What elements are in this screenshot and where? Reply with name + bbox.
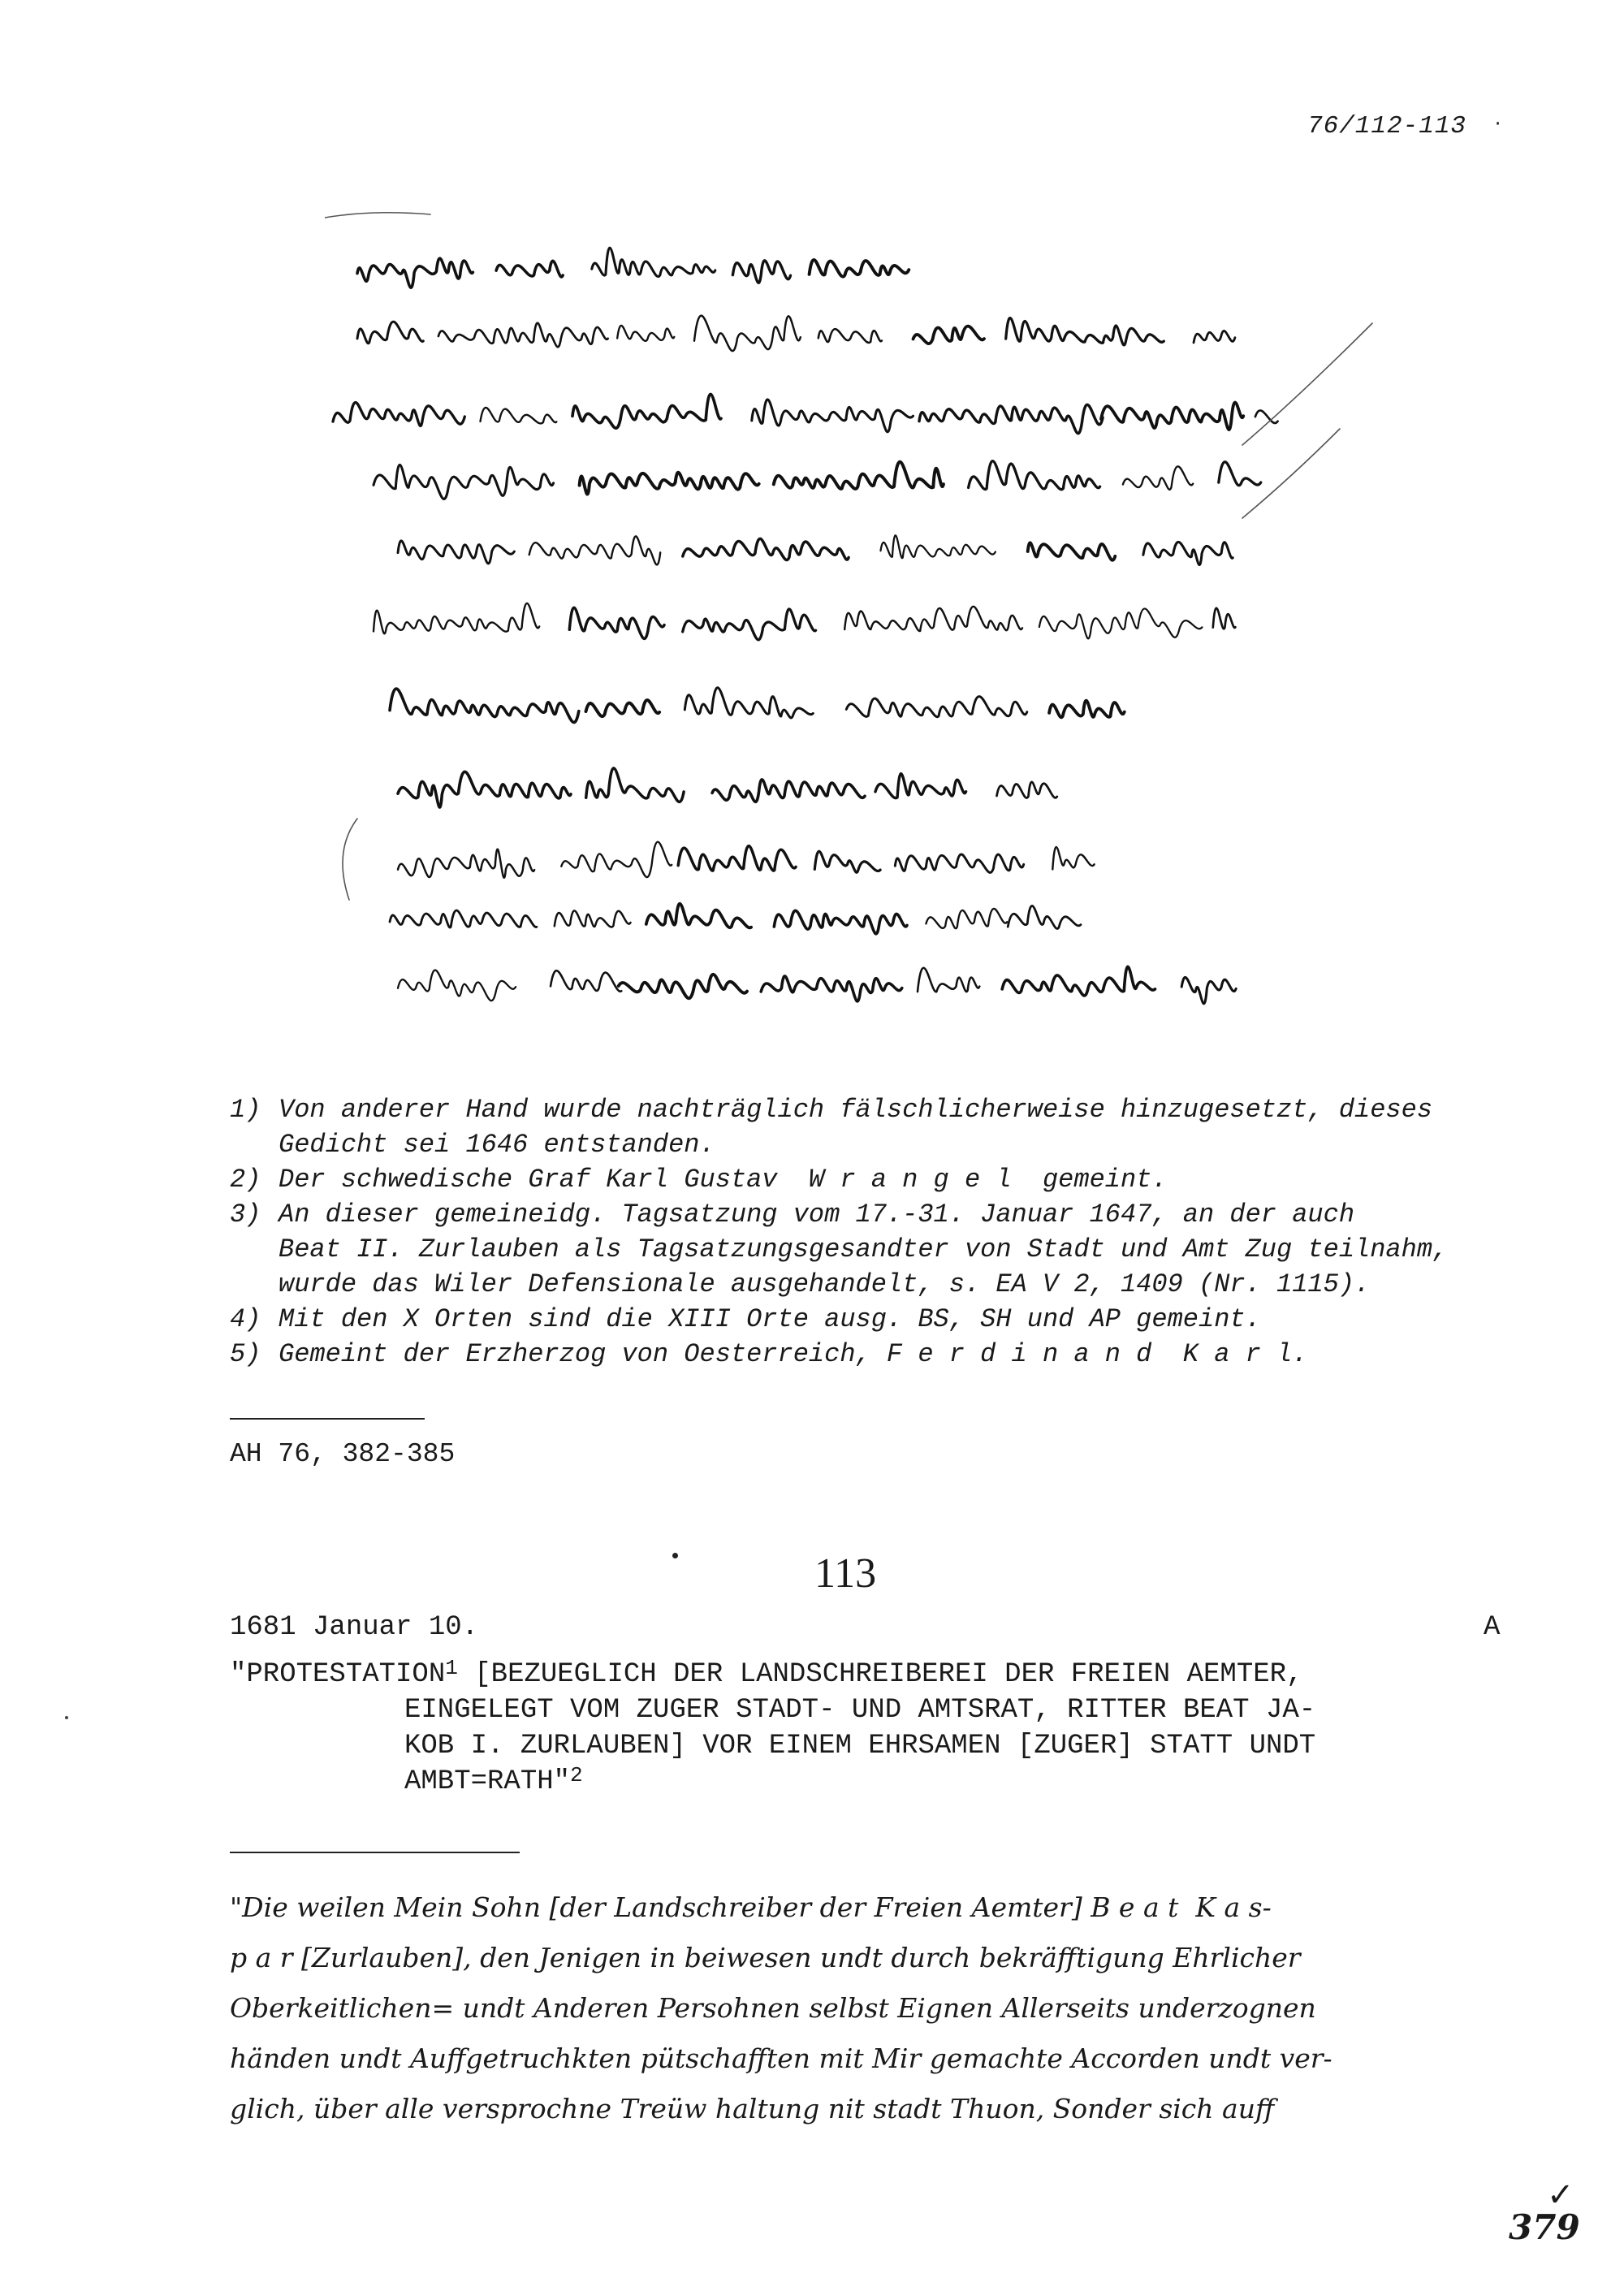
footnote-5 [230, 1337, 1497, 1372]
handwriting-line [374, 461, 1261, 499]
handwriting-word [1194, 331, 1235, 342]
footnote-3 [230, 1197, 1497, 1302]
handwriting-line [390, 688, 1125, 723]
handwriting-flourish [343, 819, 357, 900]
handwriting-word [914, 326, 985, 344]
handwriting-word [374, 603, 539, 633]
body-line: "Die weilen Mein Sohn [der Landschreiber der Freien Aemter] B e a t K a s- [230, 1891, 1272, 1923]
footnotes [230, 1092, 1497, 1372]
handwriting-word [919, 404, 1103, 433]
title-line-2: EINGELEGT VOM ZUGER STADT- UND AMTSRAT, RITTER BEAT JA- [404, 1695, 1316, 1726]
footnote-number: 1) [230, 1095, 261, 1125]
handwriting-word [481, 408, 557, 424]
handwriting-word [555, 910, 631, 927]
handwriting-line [357, 248, 909, 287]
handwriting-word [881, 535, 996, 558]
handwriting-word [374, 465, 554, 499]
speck-mark [672, 1553, 678, 1558]
divider-rule [230, 1418, 425, 1420]
title-line-4 [230, 1764, 1505, 1800]
handwriting-word [586, 768, 684, 802]
speck-mark [65, 1716, 68, 1719]
handwriting-word [685, 688, 813, 718]
footnote-text: An dieser gemeineidg. Tagsatzung vom 17.-31. Januar 1647, an der auch Beat II. Zurlauben als Tagsatzungsgesandter von Stadt und Amt Zug teilnahm, wurde das Wiler Defensionale ausgehandelt, s. EA V 2, 1409 (Nr. 1115). [279, 1200, 1449, 1299]
speck-mark: · [1492, 114, 1504, 134]
handwriting-word [1008, 906, 1081, 928]
handwriting-word [752, 400, 914, 432]
handwriting-word [551, 970, 621, 992]
handwriting-line [398, 842, 1095, 878]
handwriting-word [895, 854, 1023, 872]
handwriting-word [918, 968, 979, 992]
footnote-text: Der schwedische Graf Karl Gustav W r a n g e l gemeint. [279, 1165, 1168, 1195]
footnote-number: 3) [230, 1200, 261, 1230]
handwriting-word [732, 261, 790, 283]
title-line-4-text: AMBT=RATH" [404, 1766, 571, 1797]
document-number: 113 [814, 1550, 877, 1597]
handwriting-line [398, 768, 1057, 807]
handwriting-word [333, 403, 464, 426]
handwriting-word [390, 689, 579, 722]
footnote-ref-2: 2 [570, 1763, 583, 1787]
document-date: 1681 Januar 10. [230, 1612, 479, 1643]
title-line-1-rest: [BEZUEGLICH DER LANDSCHREIBEREI DER FREIEN AEMTER, [457, 1659, 1303, 1690]
handwriting-word [390, 910, 537, 927]
handwriting-word [586, 700, 660, 716]
handwriting-line [390, 904, 1081, 934]
handwriting-line [398, 535, 1233, 564]
body-line: glich, über alle versprochne Treüw haltung nit stadt Thuon, Sonder sich auff [230, 2093, 1275, 2125]
handwriting-word [398, 772, 571, 807]
handwriting-word [398, 970, 516, 1001]
body-line: Oberkeitlichen= undt Anderen Persohnen selbst Eignen Allerseits underzognen [230, 1992, 1316, 2024]
handwriting-word [844, 607, 1022, 631]
handwriting-word [569, 607, 664, 638]
handwriting-word [683, 538, 849, 560]
handwriting-word [1052, 847, 1094, 869]
handwriting-word [1049, 701, 1125, 718]
checkmark-icon: ✓ [1547, 2176, 1574, 2214]
handwriting-line [357, 316, 1235, 352]
handwriting-word [1002, 966, 1155, 996]
source-citation: AH 76, 382-385 [230, 1439, 456, 1469]
title-line-1 [230, 1657, 1505, 1692]
handwriting-word [926, 909, 1007, 928]
footnote-text: Mit den X Orten sind die XIII Orte ausg. BS, SH und AP gemeint. [279, 1304, 1261, 1334]
footnote-4 [230, 1302, 1497, 1337]
body-line: händen undt Auffgetruchkten pütschafften mit Mir gemachte Accorden undt ver- [230, 2042, 1332, 2074]
footnote-number: 5) [230, 1339, 261, 1369]
handwriting-word [572, 394, 721, 428]
handwriting-strokes [325, 185, 1405, 1070]
handwriting-flourish [1242, 429, 1340, 518]
footnote-2 [230, 1162, 1497, 1197]
document-title [230, 1657, 1505, 1800]
handwriting-word [694, 316, 801, 352]
handwriting-word [1219, 462, 1261, 486]
footnote-ref-1: 1 [445, 1656, 458, 1680]
title-lead: "PROTESTATION [230, 1659, 446, 1690]
footnote-number: 4) [230, 1304, 261, 1334]
handwriting-word [810, 260, 909, 277]
handwriting-line [374, 603, 1235, 640]
handwriting-word [496, 261, 563, 277]
handwriting-word [619, 975, 747, 998]
footnote-number: 2) [230, 1165, 261, 1195]
handwriting-word [438, 323, 608, 348]
handwriting-word [580, 473, 759, 495]
handwriting-word [997, 782, 1057, 798]
handwriting-word [1039, 608, 1203, 638]
page-reference: 76/112-113 [1307, 112, 1467, 140]
footnote-1 [230, 1092, 1497, 1162]
handwriting-word [1028, 542, 1116, 560]
handwriting-word [678, 846, 796, 871]
handwriting-word [398, 541, 514, 564]
handwriting-word [617, 326, 674, 341]
divider-rule [230, 1852, 520, 1853]
handwriting-word [761, 976, 902, 1001]
handwriting-word [774, 462, 944, 489]
handwriting-word [646, 904, 751, 928]
handwriting-word [398, 849, 534, 878]
handwritten-manuscript-facsimile [325, 185, 1405, 1070]
handwriting-line [333, 394, 1278, 433]
handwriting-word [1006, 318, 1164, 345]
body-line: p a r [Zurlauben], den Jenigen in beiwesen undt durch bekräfftigung Ehrlicher [230, 1942, 1301, 1973]
handwriting-word [592, 248, 715, 276]
document-type-letter: A [1484, 1612, 1501, 1643]
handwriting-word [814, 851, 880, 872]
handwriting-line [398, 966, 1236, 1004]
handwriting-word [875, 774, 966, 798]
footnote-text: Gemeint der Erzherzog von Oesterreich, F e r d i n a n d K a r l. [279, 1339, 1308, 1369]
handwriting-word [846, 697, 1027, 717]
handwriting-word [529, 536, 661, 564]
handwriting-flourish [1242, 323, 1372, 445]
handwriting-word [683, 609, 816, 640]
handwriting-word [1123, 466, 1193, 490]
handwritten-page-stamp: 379 [1509, 2207, 1580, 2247]
handwriting-flourish [325, 213, 430, 218]
footnote-text: Von anderer Hand wurde nachträglich fälschlicherweise hinzugesetzt, dieses Gedicht sei 1646 entstanden. [279, 1095, 1433, 1160]
handwriting-word [969, 461, 1100, 490]
document-body [230, 1882, 1505, 2134]
handwriting-word [357, 258, 473, 287]
handwriting-word [357, 322, 423, 344]
handwriting-word [774, 910, 907, 934]
handwriting-word [561, 842, 672, 877]
handwriting-word [1101, 402, 1243, 430]
title-line-3: KOB I. ZURLAUBEN] VOR EINEM EHRSAMEN [ZUGER] STATT UNDT [404, 1731, 1316, 1761]
handwriting-word [1181, 977, 1236, 1003]
handwriting-word [1213, 608, 1236, 629]
handwriting-word [712, 780, 865, 802]
handwriting-word [1143, 542, 1233, 564]
handwriting-word [818, 329, 882, 343]
